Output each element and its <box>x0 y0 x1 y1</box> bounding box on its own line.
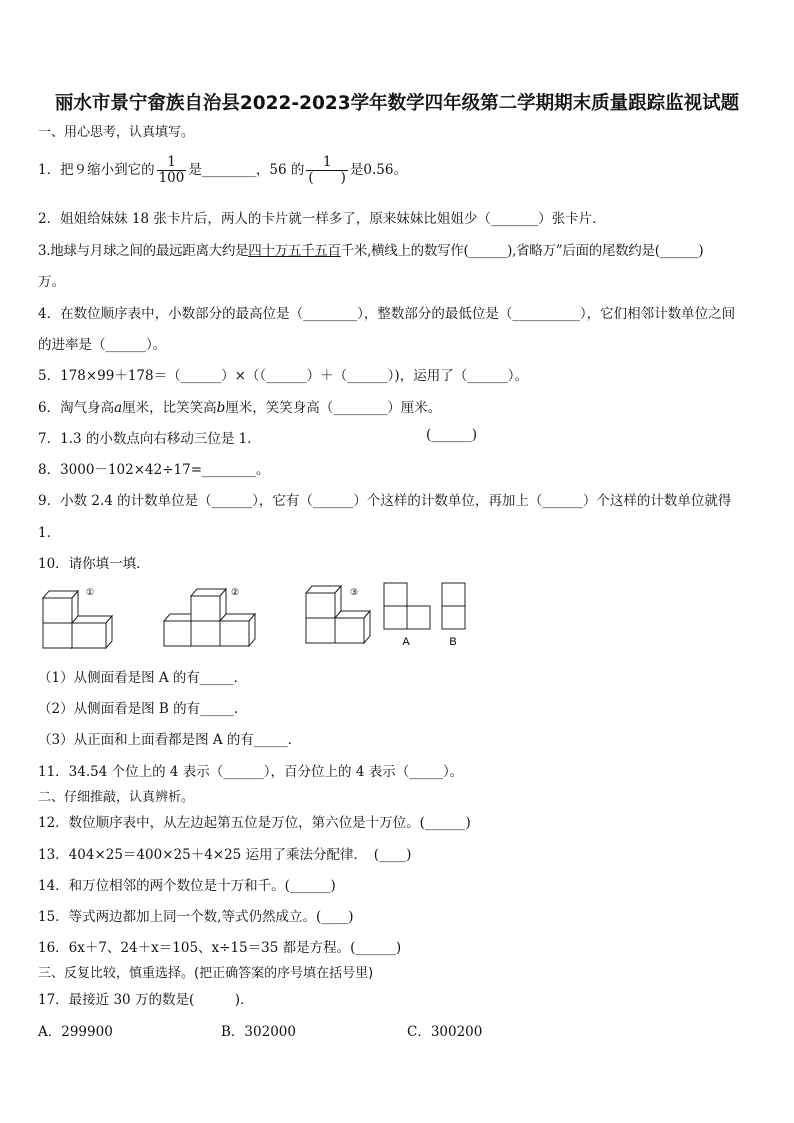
figure-label-2: ② <box>231 587 240 597</box>
q1-fraction-1 <box>157 155 187 186</box>
option-c: C．300200 <box>407 1024 483 1040</box>
section-3-heading: 三、反复比较，慎重选择。(把正确答案的序号填在括号里) <box>38 966 374 981</box>
view-a-shape <box>384 583 430 629</box>
question-11: 11．34.54 个位上的 4 表示（______），百分位上的 4 表示（_____）。 <box>38 764 464 780</box>
question-8: 8．3000－102×42÷17=________。 <box>38 462 270 478</box>
question-1 <box>38 150 407 190</box>
question-17: 17．最接近 30 万的数是( )． <box>38 992 254 1008</box>
cube-figure-3 <box>306 586 370 643</box>
q3-part-a: 3.地球与月球之间的最远距离大约是 <box>38 243 249 259</box>
option-b: B．302000 <box>221 1024 296 1040</box>
q1-fraction-1-denominator: 100 <box>158 170 185 186</box>
question-9-line-2: 1． <box>38 525 61 541</box>
q1-part-a: 1．把９缩小到它的 <box>38 162 155 178</box>
view-b-shape <box>442 583 465 629</box>
cube-figures <box>38 578 478 650</box>
q1-fraction-2-denominator: ( ) <box>308 170 346 186</box>
q6-part-b: 厘米，比笑笑高 <box>122 400 217 416</box>
question-9-line-1: 9．小数 2.4 的计数单位是（______），它有（______）个这样的计数单位，再加上（______）个这样的计数单位就得 <box>38 493 732 509</box>
q3-part-b: 千米,横线上的数写作(______),省略万”后面的尾数约是(______) <box>340 243 704 259</box>
question-7: 7．1.3 的小数点向右移动三位是 1． <box>38 431 261 447</box>
q6-part-c: 厘米，笑笑身高（________）厘米。 <box>225 400 442 416</box>
question-7-answer-paren: (______) <box>426 427 478 443</box>
question-14: 14．和万位相邻的两个数位是十万和千。(______) <box>38 878 336 894</box>
question-4-line-1: 4．在数位顺序表中，小数部分的最高位是（________），整数部分的最低位是（__________），它们相邻计数单位之间 <box>38 306 736 322</box>
page-title: 丽水市景宁畲族自治县2022-2023学年数学四年级第二学期期末质量跟踪监视试题 <box>54 93 740 114</box>
question-10: 10．请你填一填． <box>38 556 150 572</box>
question-16: 16．6x＋7、24＋x＝105、x÷15＝35 都是方程。(______) <box>38 940 402 956</box>
q1-fraction-1-numerator: 1 <box>157 155 187 171</box>
q6-variable-a: a <box>114 400 123 416</box>
q1-fraction-2-numerator: 1 <box>306 155 348 171</box>
option-a: A．299900 <box>38 1024 113 1040</box>
question-5: 5．178×99＋178＝（______）×（（______）＋（______）)，运用了（______）。 <box>38 368 528 384</box>
figure-label-3: ③ <box>350 587 359 597</box>
q6-part-a: 6．淘气身高 <box>38 400 115 416</box>
view-b-label: B <box>449 636 457 648</box>
question-10-sub-2: （2）从侧面看是图 B 的有_____． <box>38 701 248 717</box>
question-6 <box>38 396 441 416</box>
q6-variable-b: b <box>216 400 226 416</box>
question-15: 15．等式两边都加上同一个数,等式仍然成立。(____) <box>38 909 354 925</box>
question-10-sub-3: （3）从正面和上面看都是图 A 的有_____． <box>38 732 302 748</box>
q1-part-b: 是________，56 的 <box>188 162 305 178</box>
question-2: 2．姐姐给妹妹 18 张卡片后，两人的卡片就一样多了，原来妹妹比姐姐少（_______）张卡片． <box>38 211 606 227</box>
question-13: 13．404×25＝400×25＋4×25 运用了乘法分配律． (____) <box>38 847 412 863</box>
cube-figure-2 <box>164 589 255 646</box>
q1-part-c: 是0.56。 <box>349 162 407 178</box>
question-10-sub-1: （1）从侧面看是图 A 的有_____． <box>38 670 248 686</box>
figure-label-1: ① <box>86 587 95 597</box>
q3-underlined-number: 四十万五千五百 <box>248 243 341 259</box>
q1-fraction-2 <box>306 155 348 186</box>
question-3-line-2: 万。 <box>38 274 65 290</box>
question-3 <box>38 239 703 259</box>
question-12: 12．数位顺序表中，从左边起第五位是万位，第六位是十万位。(______) <box>38 815 471 831</box>
cube-figure-1 <box>43 591 112 648</box>
question-4-line-2: 的进率是（______）。 <box>38 337 167 353</box>
view-a-label: A <box>402 636 410 648</box>
section-2-heading: 二、仔细推敲，认真辨析。 <box>38 790 195 805</box>
section-1-heading: 一、用心思考，认真填写。 <box>38 125 195 140</box>
